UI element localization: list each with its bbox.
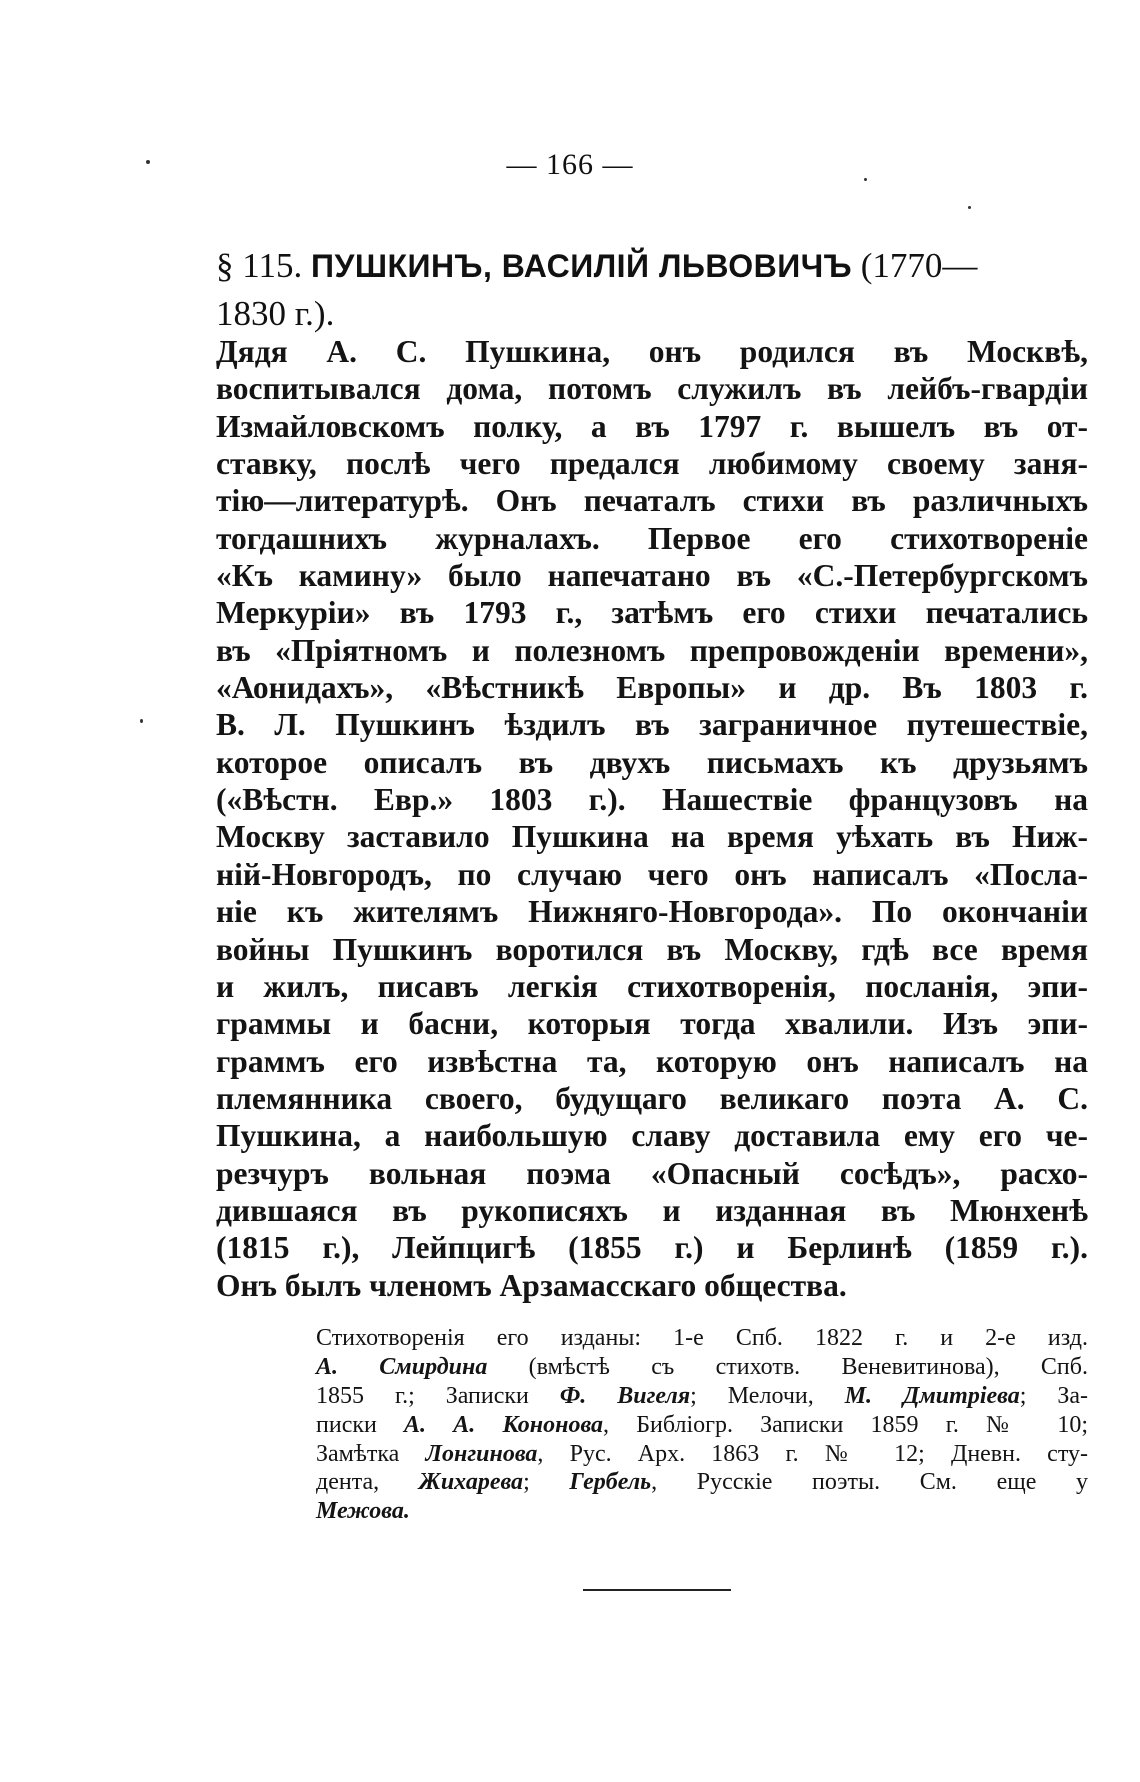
print-speck xyxy=(140,719,143,723)
note-text: ; xyxy=(523,1469,570,1496)
author-name: Гербель xyxy=(569,1469,652,1496)
author-name: А. Смирдина xyxy=(316,1353,488,1380)
text-line: воспитывался дома, потомъ служилъ въ лейбъ-гвардіи xyxy=(216,371,1088,407)
text-line: тію—литературѣ. Онъ печаталъ стихи въ различныхъ xyxy=(216,483,1088,519)
note-line xyxy=(316,1411,1088,1440)
print-speck xyxy=(968,206,971,209)
text-line: («Вѣстн. Евр.» 1803 г.). Нашествіе французовъ на xyxy=(216,782,1088,818)
page-number: — 166 — xyxy=(506,148,634,181)
note-line xyxy=(316,1440,1088,1469)
text-line: ній-Новгородъ, по случаю чего онъ написалъ «Посла- xyxy=(216,856,1088,892)
note-text: писки xyxy=(316,1411,405,1438)
text-line: «Аонидахъ», «Вѣстникѣ Европы» и др. Въ 1803 г. xyxy=(216,670,1088,706)
text-line: Онъ былъ членомъ Арзамасскаго общества. xyxy=(216,1267,847,1303)
text-line: ставку, послѣ чего предался любимому своему заня- xyxy=(216,446,1088,482)
section-number: § 115. xyxy=(216,246,303,285)
text-line: въ «Пріятномъ и полезномъ препровожденіи времени», xyxy=(216,632,1088,668)
note-text: (вмѣстѣ съ стихотв. Веневитинова), Спб. xyxy=(487,1353,1088,1380)
author-name: Межова. xyxy=(316,1498,410,1525)
author-name: Ф. Вигеля xyxy=(559,1382,691,1409)
text-line: Измайловскомъ полку, а въ 1797 г. вышелъ въ от- xyxy=(216,408,1088,444)
section-years-start: (1770— xyxy=(860,246,978,285)
text-line: Дядя А. С. Пушкина, онъ родился въ Москвѣ, xyxy=(216,334,1088,369)
text-line: и жилъ, писавъ легкія стихотворенія, посланія, эпи- xyxy=(216,968,1088,1004)
note-line xyxy=(316,1497,1088,1526)
bibliography-note xyxy=(316,1324,1088,1526)
text-line: граммъ его извѣстна та, которую онъ написалъ на xyxy=(216,1043,1088,1079)
author-name: М. Дмитріева xyxy=(844,1382,1020,1409)
author-name: А. А. Кононова xyxy=(404,1411,604,1438)
closing-rule xyxy=(583,1589,731,1591)
note-line xyxy=(316,1468,1088,1497)
note-text: ; За- xyxy=(1019,1382,1089,1409)
note-text: ; Мелочи, xyxy=(690,1382,845,1409)
article-body xyxy=(216,333,1088,1304)
text-line: дившаяся въ рукописяхъ и изданная въ Мюнхенѣ xyxy=(216,1192,1088,1228)
note-text: Замѣтка xyxy=(316,1440,426,1467)
text-line: которое описалъ въ двухъ письмахъ къ друзьямъ xyxy=(216,744,1088,780)
note-line: Стихотворенія его изданы: 1-е Спб. 1822 г. и 2-е изд. xyxy=(316,1325,1088,1351)
section-years-end: 1830 г.). xyxy=(216,294,335,333)
print-speck xyxy=(864,178,867,181)
text-line: племянника своего, будущаго великаго поэта А. С. xyxy=(216,1080,1088,1116)
text-line: резчуръ вольная поэма «Опасный сосѣдъ», расхо- xyxy=(216,1155,1088,1191)
note-text: , Рус. Арх. 1863 г. № 12; Дневн. сту- xyxy=(537,1440,1088,1467)
text-line: Москву заставило Пушкина на время уѣхать въ Ниж- xyxy=(216,819,1088,855)
text-line: Меркуріи» въ 1793 г., затѣмъ его стихи печатались xyxy=(216,595,1088,631)
note-line xyxy=(316,1382,1088,1411)
section-heading xyxy=(216,242,1088,338)
text-line: Пушкина, а наибольшую славу доставила ему его че- xyxy=(216,1118,1088,1154)
text-line: граммы и басни, которыя тогда хвалили. Изъ эпи- xyxy=(216,1006,1088,1042)
author-name: Жихарева xyxy=(418,1469,524,1496)
text-line: (1815 г.), Лейпцигѣ (1855 г.) и Берлинѣ (1859 г.). xyxy=(216,1230,1088,1266)
note-line xyxy=(316,1353,1088,1382)
note-text: дента, xyxy=(316,1469,419,1496)
note-text: , Русскіе поэты. См. еще у xyxy=(651,1469,1088,1496)
text-line: В. Л. Пушкинъ ѣздилъ въ заграничное путешествіе, xyxy=(216,707,1088,743)
text-line: ніе къ жителямъ Нижняго-Новгорода». По окончаніи xyxy=(216,894,1088,930)
print-speck xyxy=(146,160,150,164)
note-text: , Библіогр. Записки 1859 г. № 10; xyxy=(603,1411,1089,1438)
section-title: ПУШКИНЪ, ВАСИЛІЙ ЛЬВОВИЧЪ xyxy=(310,248,853,284)
text-line: «Къ камину» было напечатано въ «С.-Петербургскомъ xyxy=(216,558,1088,594)
text-line: войны Пушкинъ воротился въ Москву, гдѣ все время xyxy=(216,931,1088,967)
note-text: 1855 г.; Записки xyxy=(316,1382,560,1409)
author-name: Лонгинова xyxy=(425,1440,538,1467)
text-line: тогдашнихъ журналахъ. Первое его стихотвореніе xyxy=(216,520,1088,556)
